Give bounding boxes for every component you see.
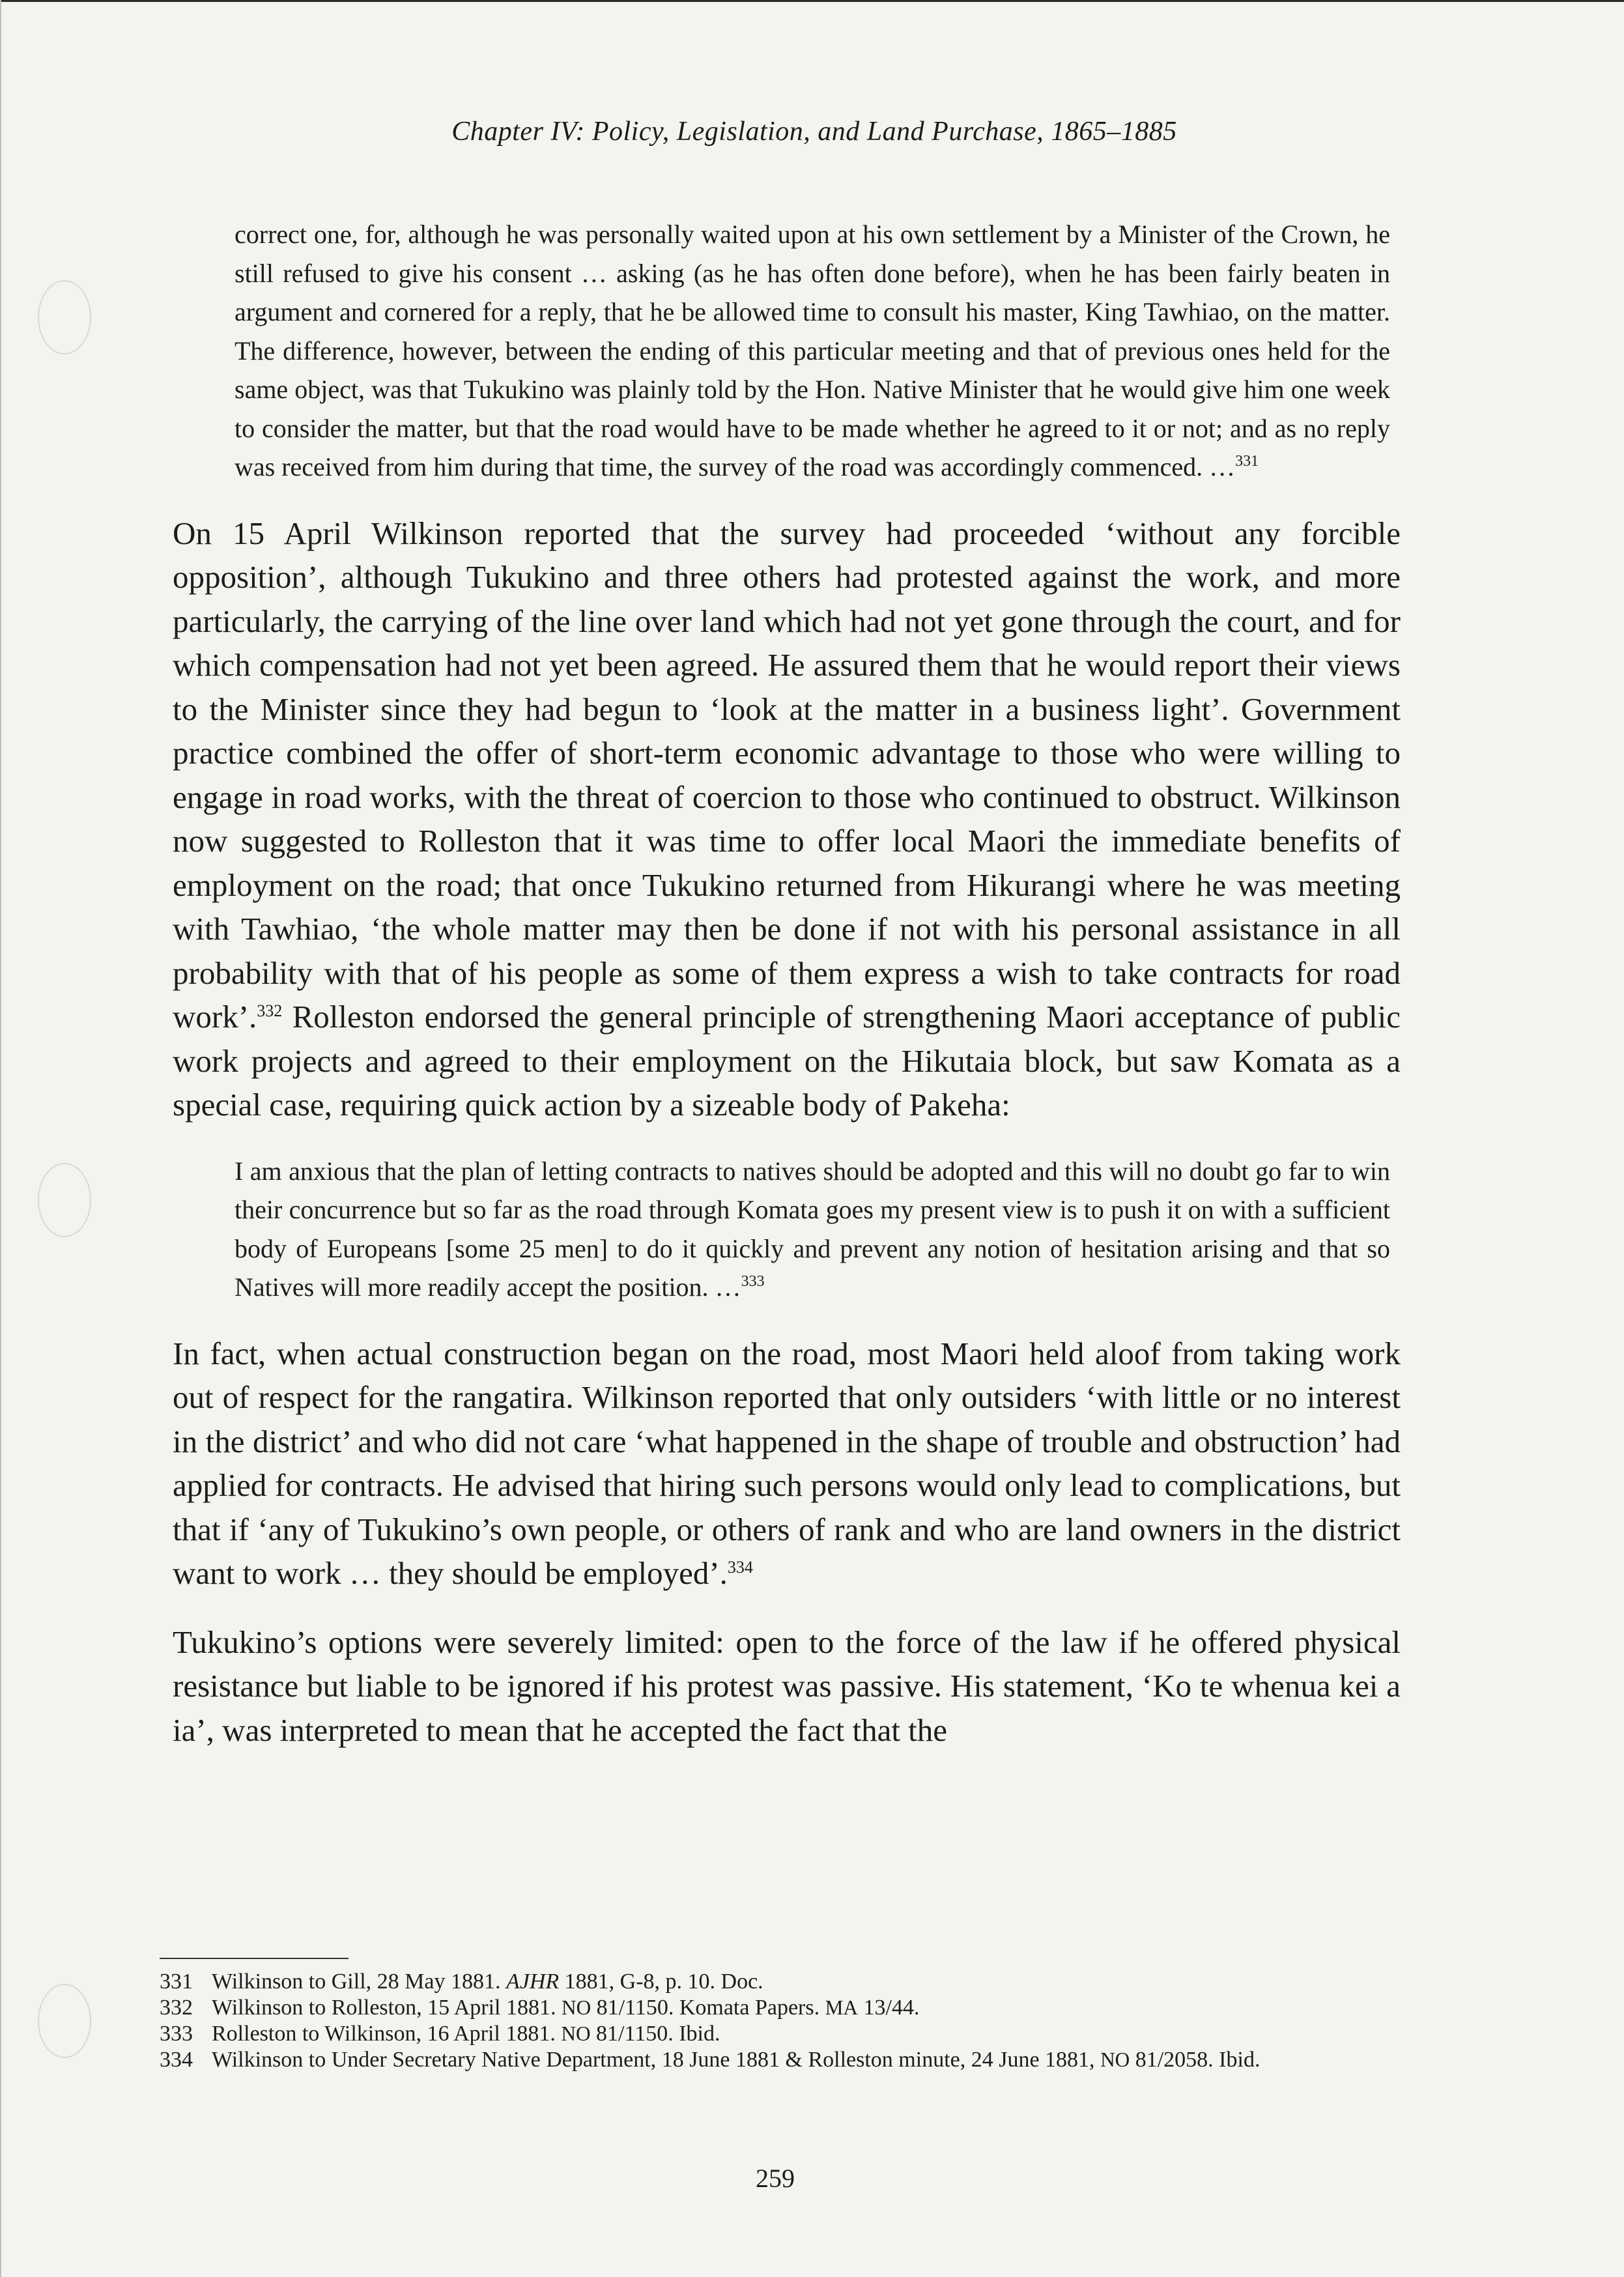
body-paragraph: Tukukino’s options were severely limited: open to the force of the law if he offered physical resistance but liable to be ignored if his protest was passive. His statement, ‘Ko te whenua kei a ia’, was interpreted to mean that he accepted the fact that the [173, 1624, 1401, 1748]
footnote [160, 2047, 1267, 2073]
block-quote: I am anxious that the plan of letting contracts to natives should be adopted and this will no doubt go far to win their concurrence but so far as the road through Komata goes my present view is to push it on with a sufficient body of Europeans [some 25 men] to do it quickly and prevent any notion of hesitation arising and that so Natives will more readily accept the position. …$^{333}$ [235, 1156, 1390, 1302]
page-number: 259 [756, 2164, 795, 2193]
running-header: Chapter IV: Policy, Legislation, and Land Purchase, 1865–1885 [451, 117, 1177, 147]
footnote-text: Rolleston to Wilkinson, 16 April 1881. NO 81/1150. Ibid. [212, 2022, 720, 2046]
punch-hole-mark [38, 280, 91, 354]
punch-hole-mark [38, 1163, 91, 1237]
footnote-ref[interactable]: 332 [257, 1001, 283, 1020]
footnote-ref[interactable]: 331 [1235, 453, 1259, 470]
footnote-number: 332 [160, 1996, 193, 2020]
left-edge-rule [0, 0, 1, 2277]
body-paragraph: In fact, when actual construction began on the road, most Maori held aloof from taking work out of respect for the rangatira. Wilkinson reported that only outsiders ‘with little or no interest in the district’ and who did not care ‘what happened in the shape of trouble and obstruction’ had applied for contracts. He advised that hiring such persons would only lead to complications, but that if ‘any of Tukukino’s own people, or others of rank and who are land owners in the district want to work … they should be employed’.$^{334}$ [173, 1335, 1401, 1591]
footnote [160, 1995, 1267, 2021]
block-quote: correct one, for, although he was personally waited upon at his own settlement by a Minister of the Crown, he still refused to give his consent … asking (as he has often done before), when he has been fairly beaten in argument and cornered for a reply, that he be allowed time to consult his master, King Tawhiao, on the matter. The difference, however, between the ending of this particular meeting and that of previous ones held for the same object, was that Tukukino was plainly told by the Hon. Native Minister that he would give him one week to consider the matter, but that the road would have to be made whether he agreed to it or not; and as no reply was received from him during that time, the survey of the road was accordingly commenced. …$^{331}$ [235, 220, 1390, 481]
top-edge-rule [0, 0, 1624, 2]
body-paragraph: On 15 April Wilkinson reported that the survey had proceeded ‘without any forcible opposition’, although Tukukino and three others had protested against the work, and more particularly, the carrying of the line over land which had not yet gone through the court, and for which compensation had not yet been agreed. He assured them that he would report their views to the Minister since they had begun to ‘look at the matter in a business light’. Government practice combined the offer of short-term economic advantage to those who were willing to engage in road works, with the threat of coercion to those who continued to obstruct. Wilkinson now suggested to Rolleston that it was time to offer local Maori the immediate benefits of employment on the road; that once Tukukino returned from Hikurangi where he was meeting with Tawhiao, ‘the whole matter may then be done if not with his personal assistance in all probability with that of his people as some of them express a wish to take contracts for road work’.$^{332}$ Rolleston endorsed the general principle of strengthening Maori acceptance of public work projects and agreed to their employment on the Hikutaia block, but saw Komata as a special case, requiring quick action by a sizeable body of Pakeha: [173, 515, 1401, 1123]
footnote-text: Wilkinson to Gill, 28 May 1881. AJHR 1881, G-8, p. 10. Doc. [212, 1969, 763, 1994]
footnote-number: 334 [160, 2048, 193, 2072]
page-body [173, 215, 1401, 1752]
footnote-ref[interactable]: 333 [741, 1273, 765, 1290]
punch-hole-mark [38, 1984, 91, 2058]
footnote-number: 331 [160, 1969, 193, 1994]
footnote-rule [160, 1958, 349, 1959]
footnote-text: Wilkinson to Under Secretary Native Department, 18 June 1881 & Rolleston minute, 24 June 1881, NO 81/2058. Ibid. [212, 2048, 1261, 2072]
footnote-text: Wilkinson to Rolleston, 15 April 1881. NO 81/1150. Komata Papers. MA 13/44. [212, 1996, 920, 2020]
footnote [160, 2021, 1267, 2047]
footnote-ref[interactable]: 334 [727, 1558, 753, 1577]
footnote-number: 333 [160, 2022, 193, 2046]
footnotes [160, 1969, 1267, 2073]
footnote [160, 1969, 1267, 1995]
